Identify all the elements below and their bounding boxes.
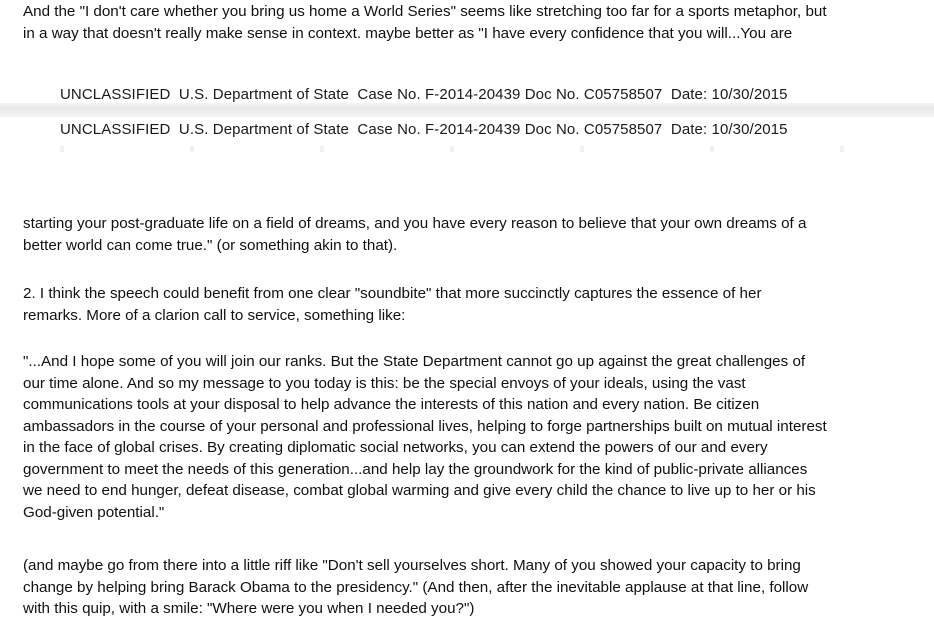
- text-line: God-given potential.": [23, 503, 165, 521]
- text-line: communications tools at your disposal to help advance the interests of this nation and every nation. Be citizen: [23, 396, 760, 413]
- text-line: better world can come true." (or something akin to that).: [23, 236, 398, 254]
- top-paragraph: [23, 1, 923, 44]
- text-line: (and maybe go from there into a little riff like "Don't sell yourselves short. Many of you showed your capacity to bring: [23, 557, 801, 574]
- page-break: [0, 103, 934, 117]
- text-line: starting your post-graduate life on a field of dreams, and you have every reason to believe that your own dreams of a: [23, 215, 807, 232]
- text-line: And the "I don't care whether you bring us home a World Series" seems like stretching too far for a sports metaphor, but: [23, 3, 827, 20]
- text-line: in the face of global crises. By creating diplomatic social networks, you can extend the powers of our and every: [23, 439, 768, 456]
- classification-stamp: UNCLASSIFIED U.S. Department of State Case No. F-2014-20439 Doc No. C05758507 Date: 10/30/2015: [60, 86, 788, 103]
- text-line: government to meet the needs of this generation...and help lay the groundwork for the kind of public-private alliances: [23, 460, 808, 478]
- text-line: remarks. More of a clarion call to service, something like:: [23, 306, 406, 324]
- text-line: in a way that doesn't really make sense in context. maybe better as "I have every confidence that you will...You are: [23, 24, 793, 42]
- closing-paragraph: [23, 555, 923, 620]
- text-line: change by helping bring Barack Obama to the presidency." (And then, after the inevitable applause at that line, follow: [23, 578, 809, 596]
- text-line: we need to end hunger, defeat disease, combat global warming and give every child the chance to live up to her or his: [23, 482, 816, 499]
- text-line: with this quip, with a smile: "Where were you when I needed you?"): [23, 600, 475, 617]
- text-line: "...And I hope some of you will join our ranks. But the State Department cannot go up against the great challenges of: [23, 353, 806, 370]
- point-2-paragraph: [23, 283, 923, 326]
- quote-paragraph: [23, 351, 923, 523]
- text-line: ambassadors in the course of your personal and professional lives, helping to forge partnerships built on mutual interest: [23, 417, 827, 435]
- classification-stamp: UNCLASSIFIED U.S. Department of State Case No. F-2014-20439 Doc No. C05758507 Date: 10/30/2015: [60, 121, 788, 138]
- text-line: 2. I think the speech could benefit from one clear "soundbite" that more succinctly captures the essence of her: [23, 285, 762, 302]
- text-line: our time alone. And so my message to you today is this: be the special envoys of your ideals, using the vast: [23, 374, 746, 392]
- scan-artifacts: [0, 146, 934, 152]
- continuation-paragraph: [23, 213, 923, 256]
